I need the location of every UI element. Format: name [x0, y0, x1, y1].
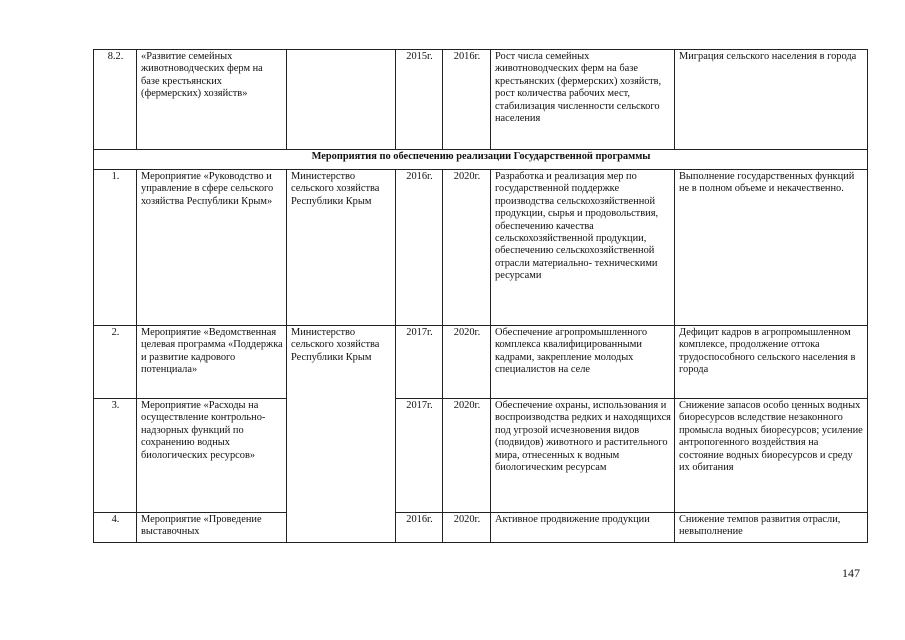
- table-row: [94, 399, 868, 513]
- row-number: 2.: [94, 326, 137, 399]
- consequence: Выполнение государственных функций не в полном объеме и некачественно.: [675, 170, 868, 326]
- end-year: 2020г.: [443, 326, 491, 399]
- end-year: 2016г.: [443, 50, 491, 150]
- executor: Министерство сельского хозяйства Республики Крым: [287, 170, 396, 326]
- expected-result: Активное продвижение продукции: [491, 513, 675, 543]
- measure-name: «Развитие семейных животноводческих ферм на базе крестьянских (фермерских) хозяйств»: [137, 50, 287, 150]
- end-year: 2020г.: [443, 399, 491, 513]
- row-number: 4.: [94, 513, 137, 543]
- measure-name: Мероприятие «Ведомственная целевая программа «Поддержка и развитие кадрового потенциала»: [137, 326, 287, 399]
- start-year: 2016г.: [396, 170, 443, 326]
- expected-result: Разработка и реализация мер по государственной поддержке производства сельскохозяйственной продукции, сырья и продовольствия, обеспечению качества сельскохозяйственной продукции, обеспечению сельскохозяйственной отрасли материально- техническими ресурсами: [491, 170, 675, 326]
- table-row: [94, 170, 868, 326]
- row-number: 1.: [94, 170, 137, 326]
- start-year: 2017г.: [396, 399, 443, 513]
- table-row: [94, 50, 868, 150]
- section-title: Мероприятия по обеспечению реализации Государственной программы: [94, 150, 868, 170]
- table-row: [94, 513, 868, 543]
- measure-name: Мероприятие «Руководство и управление в сфере сельского хозяйства Республики Крым»: [137, 170, 287, 326]
- row-number: 3.: [94, 399, 137, 513]
- program-table: [93, 49, 868, 543]
- table-row: [94, 326, 868, 399]
- end-year: 2020г.: [443, 513, 491, 543]
- section-row: [94, 150, 868, 170]
- consequence: Снижение темпов развития отрасли, невыполнение: [675, 513, 868, 543]
- expected-result: Обеспечение охраны, использования и воспроизводства редких и находящихся под угрозой исчезновения видов (подвидов) животного и растительного мира, отнесенных к водным биологическим ресурсам: [491, 399, 675, 513]
- expected-result: Рост числа семейных животноводческих ферм на базе крестьянских (фермерских) хозяйств, рост количества рабочих мест, стабилизация численности сельского населения: [491, 50, 675, 150]
- start-year: 2017г.: [396, 326, 443, 399]
- end-year: 2020г.: [443, 170, 491, 326]
- consequence: Снижение запасов особо ценных водных биоресурсов вследствие незаконного промысла водных биоресурсов; усиление антропогенного воздействия на состояние водных биоресурсов и среду их обитания: [675, 399, 868, 513]
- consequence: Дефицит кадров в агропромышленном комплексе, продолжение оттока трудоспособного сельского населения в города: [675, 326, 868, 399]
- executor: Министерство сельского хозяйства Республики Крым: [287, 326, 396, 543]
- page-number: 147: [842, 566, 860, 580]
- start-year: 2016г.: [396, 513, 443, 543]
- start-year: 2015г.: [396, 50, 443, 150]
- measure-name: Мероприятие «Расходы на осуществление контрольно-надзорных функций по сохранению водных биологических ресурсов»: [137, 399, 287, 513]
- executor: [287, 50, 396, 150]
- expected-result: Обеспечение агропромышленного комплекса квалифицированными кадрами, закрепление молодых специалистов на селе: [491, 326, 675, 399]
- consequence: Миграция сельского населения в города: [675, 50, 868, 150]
- row-number: 8.2.: [94, 50, 137, 150]
- measure-name: Мероприятие «Проведение выставочных: [137, 513, 287, 543]
